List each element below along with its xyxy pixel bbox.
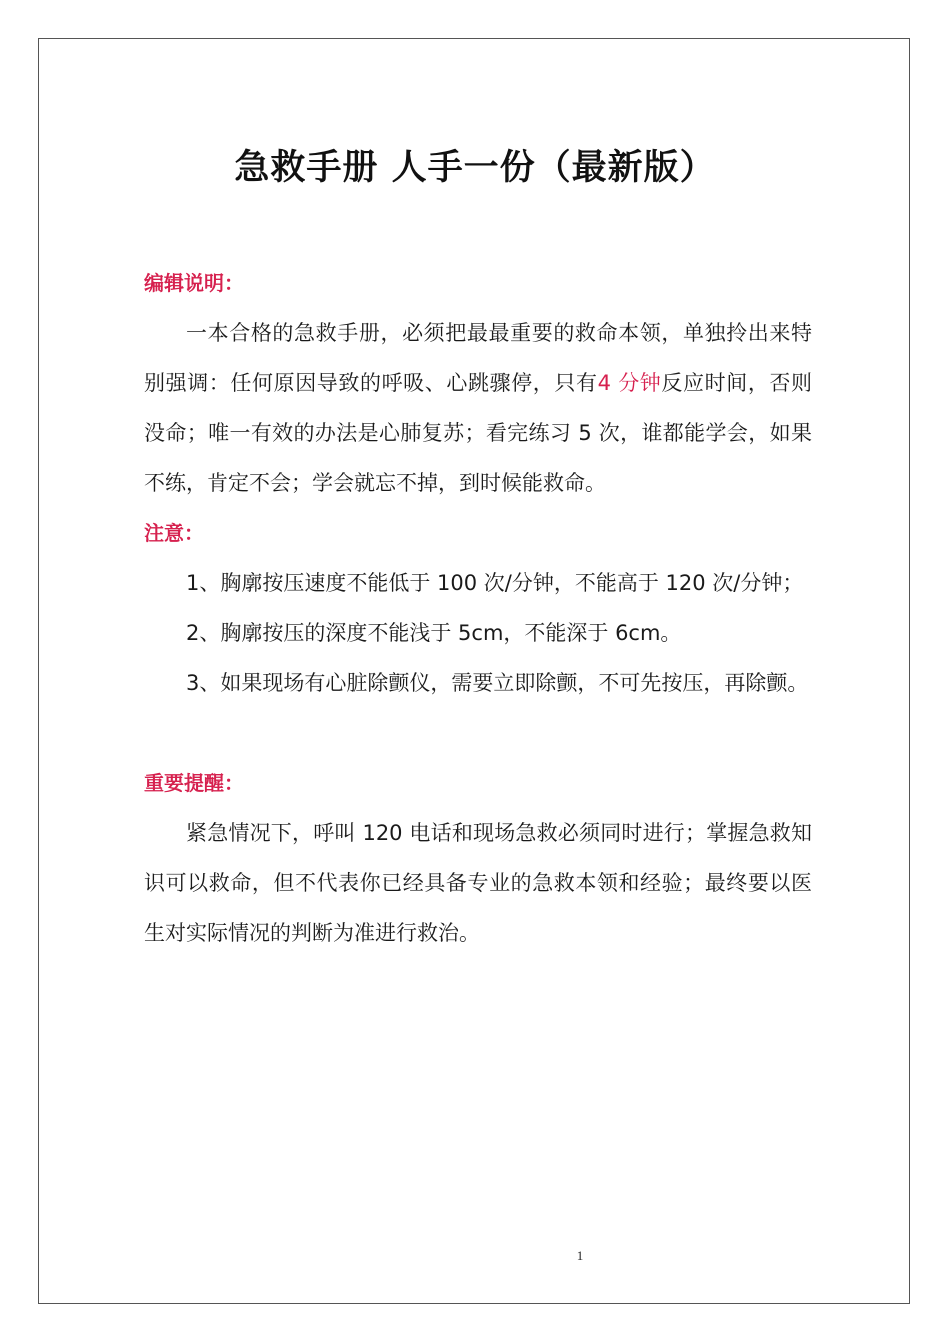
highlight-four-minutes: 4 分钟 [597,371,662,395]
reminder-paragraph: 紧急情况下，呼叫 120 电话和现场急救必须同时进行；掌握急救知识可以救命，但不代表你已经具备专业的急救本领和经验；最终要以医生对实际情况的判断为准进行救治。 [144,821,812,945]
editor-note-text-after: 反应时间，否则没命；唯一有效的办法是心肺复苏；看完练习 5 次，谁都能学会，如果不练，肯定不会；学会就忘不掉，到时候能救命。 [144,371,813,495]
page-number: 1 [576,1248,584,1263]
editor-note-paragraph [144,308,812,508]
reminder-heading: 重要提醒： [144,771,244,795]
note-item-2: 2、胸廓按压的深度不能浅于 5cm，不能深于 6cm。 [186,621,682,645]
notes-heading: 注意： [144,521,204,545]
document-body [144,258,812,958]
document-title: 急救手册 人手一份（最新版） [234,148,716,188]
editor-note-heading: 编辑说明： [144,271,244,295]
editor-note-text-before: 一本合格的急救手册，必须把最最重要的救命本领，单独拎出来特别强调：任何原因导致的呼吸、心跳骤停，只有 [144,321,812,395]
section-spacer [144,708,812,758]
note-item-1: 1、胸廓按压速度不能低于 100 次/分钟，不能高于 120 次/分钟； [186,571,804,595]
note-item-3: 3、如果现场有心脏除颤仪，需要立即除颤，不可先按压，再除颤。 [186,671,809,695]
